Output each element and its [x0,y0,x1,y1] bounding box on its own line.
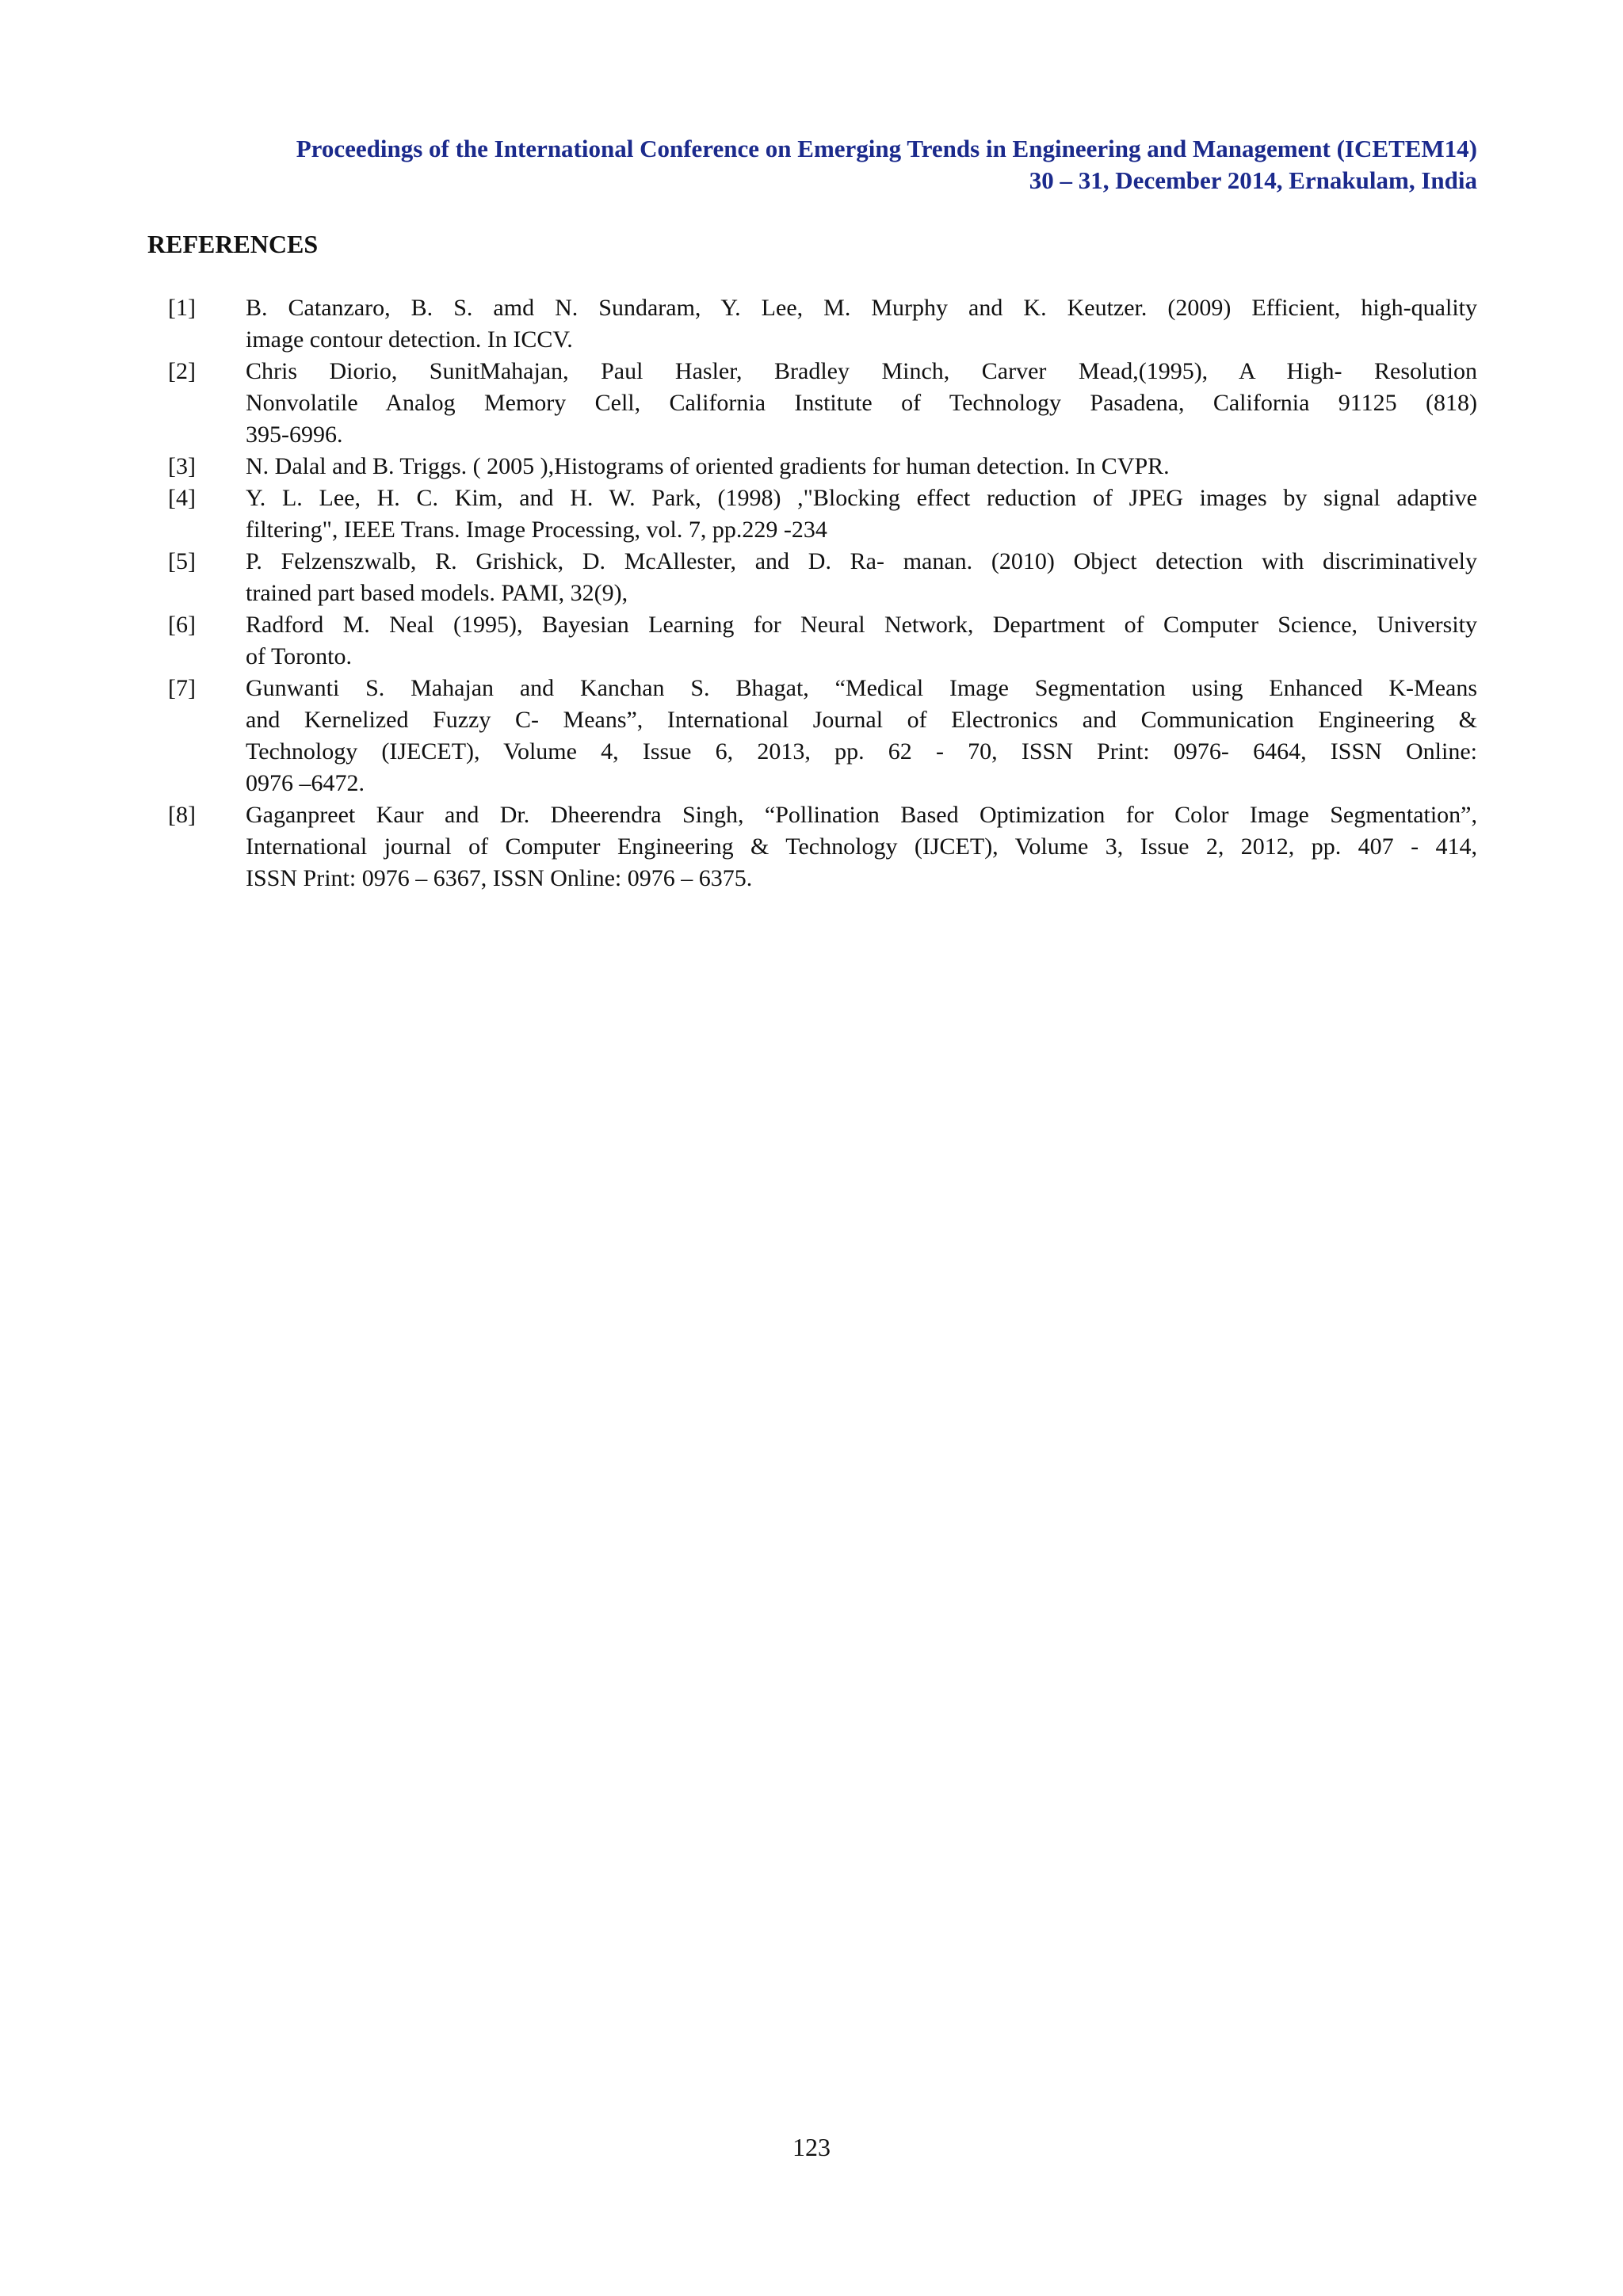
reference-line: trained part based models. PAMI, 32(9), [246,580,628,606]
reference-line: Gunwanti S. Mahajan and Kanchan S. Bhagat, “Medical Image Segmentation using Enhanced K-Means [246,675,1477,701]
reference-line: 0976 –6472. [246,770,365,796]
reference-number: [7] [168,675,196,701]
reference-text [246,546,1477,609]
reference-list [147,292,1477,894]
reference-item [147,451,1477,482]
reference-number: [2] [168,358,196,384]
reference-line: Gaganpreet Kaur and Dr. Dheerendra Singh, “Pollination Based Optimization for Color Image Segmentation”, [246,802,1477,828]
reference-line: N. Dalal and B. Triggs. ( 2005 ),Histograms of oriented gradients for human detection. In CVPR. [246,453,1170,479]
reference-line: Y. L. Lee, H. C. Kim, and H. W. Park, (1998) ,"Blocking effect reduction of JPEG images by signal adaptive [246,485,1477,511]
reference-line: B. Catanzaro, B. S. amd N. Sundaram, Y. Lee, M. Murphy and K. Keutzer. (2009) Efficient, high-quality [246,295,1477,321]
reference-number: [1] [168,295,196,321]
reference-number: [8] [168,802,196,828]
reference-number: [4] [168,485,196,511]
reference-item [147,799,1477,894]
reference-item [147,292,1477,356]
page-number: 123 [792,2133,831,2161]
reference-text [246,482,1477,546]
reference-text [246,292,1477,356]
reference-number: [5] [168,548,196,574]
reference-number: [6] [168,612,196,638]
header-conference-title: Proceedings of the International Conference on Emerging Trends in Engineering and Management (ICETEM14) [296,135,1477,162]
reference-text [246,673,1477,799]
reference-text [246,609,1477,673]
reference-text [246,799,1477,894]
reference-line: Radford M. Neal (1995), Bayesian Learning for Neural Network, Department of Computer Science, University [246,612,1477,638]
reference-line: P. Felzenszwalb, R. Grishick, D. McAllester, and D. Ra- manan. (2010) Object detection with discriminatively [246,548,1477,574]
reference-item [147,356,1477,451]
reference-line: Nonvolatile Analog Memory Cell, California Institute of Technology Pasadena, California 91125 (818) [246,390,1477,416]
reference-line: Technology (IJECET), Volume 4, Issue 6, 2013, pp. 62 - 70, ISSN Print: 0976- 6464, ISSN Online: [246,738,1477,765]
reference-item [147,482,1477,546]
reference-item [147,609,1477,673]
reference-line: Chris Diorio, SunitMahajan, Paul Hasler, Bradley Minch, Carver Mead,(1995), A High- Resolution [246,358,1477,384]
reference-line: of Toronto. [246,643,353,669]
section-heading-references: REFERENCES [147,230,319,258]
reference-line: ISSN Print: 0976 – 6367, ISSN Online: 0976 – 6375. [246,865,753,891]
reference-line: International journal of Computer Engineering & Technology (IJCET), Volume 3, Issue 2, 2012, pp. 407 - 414, [246,833,1477,860]
reference-line: and Kernelized Fuzzy C- Means”, International Journal of Electronics and Communication Engineering & [246,707,1477,733]
reference-text [246,356,1477,451]
reference-item [147,546,1477,609]
reference-line: filtering", IEEE Trans. Image Processing, vol. 7, pp.229 -234 [246,517,827,543]
reference-text [246,451,1477,482]
header-date-location: 30 – 31, December 2014, Ernakulam, India [1029,166,1477,194]
running-header [143,133,1477,196]
reference-line: image contour detection. In ICCV. [246,326,573,353]
reference-number: [3] [168,453,196,479]
reference-line: 395-6996. [246,421,343,448]
reference-item [147,673,1477,799]
